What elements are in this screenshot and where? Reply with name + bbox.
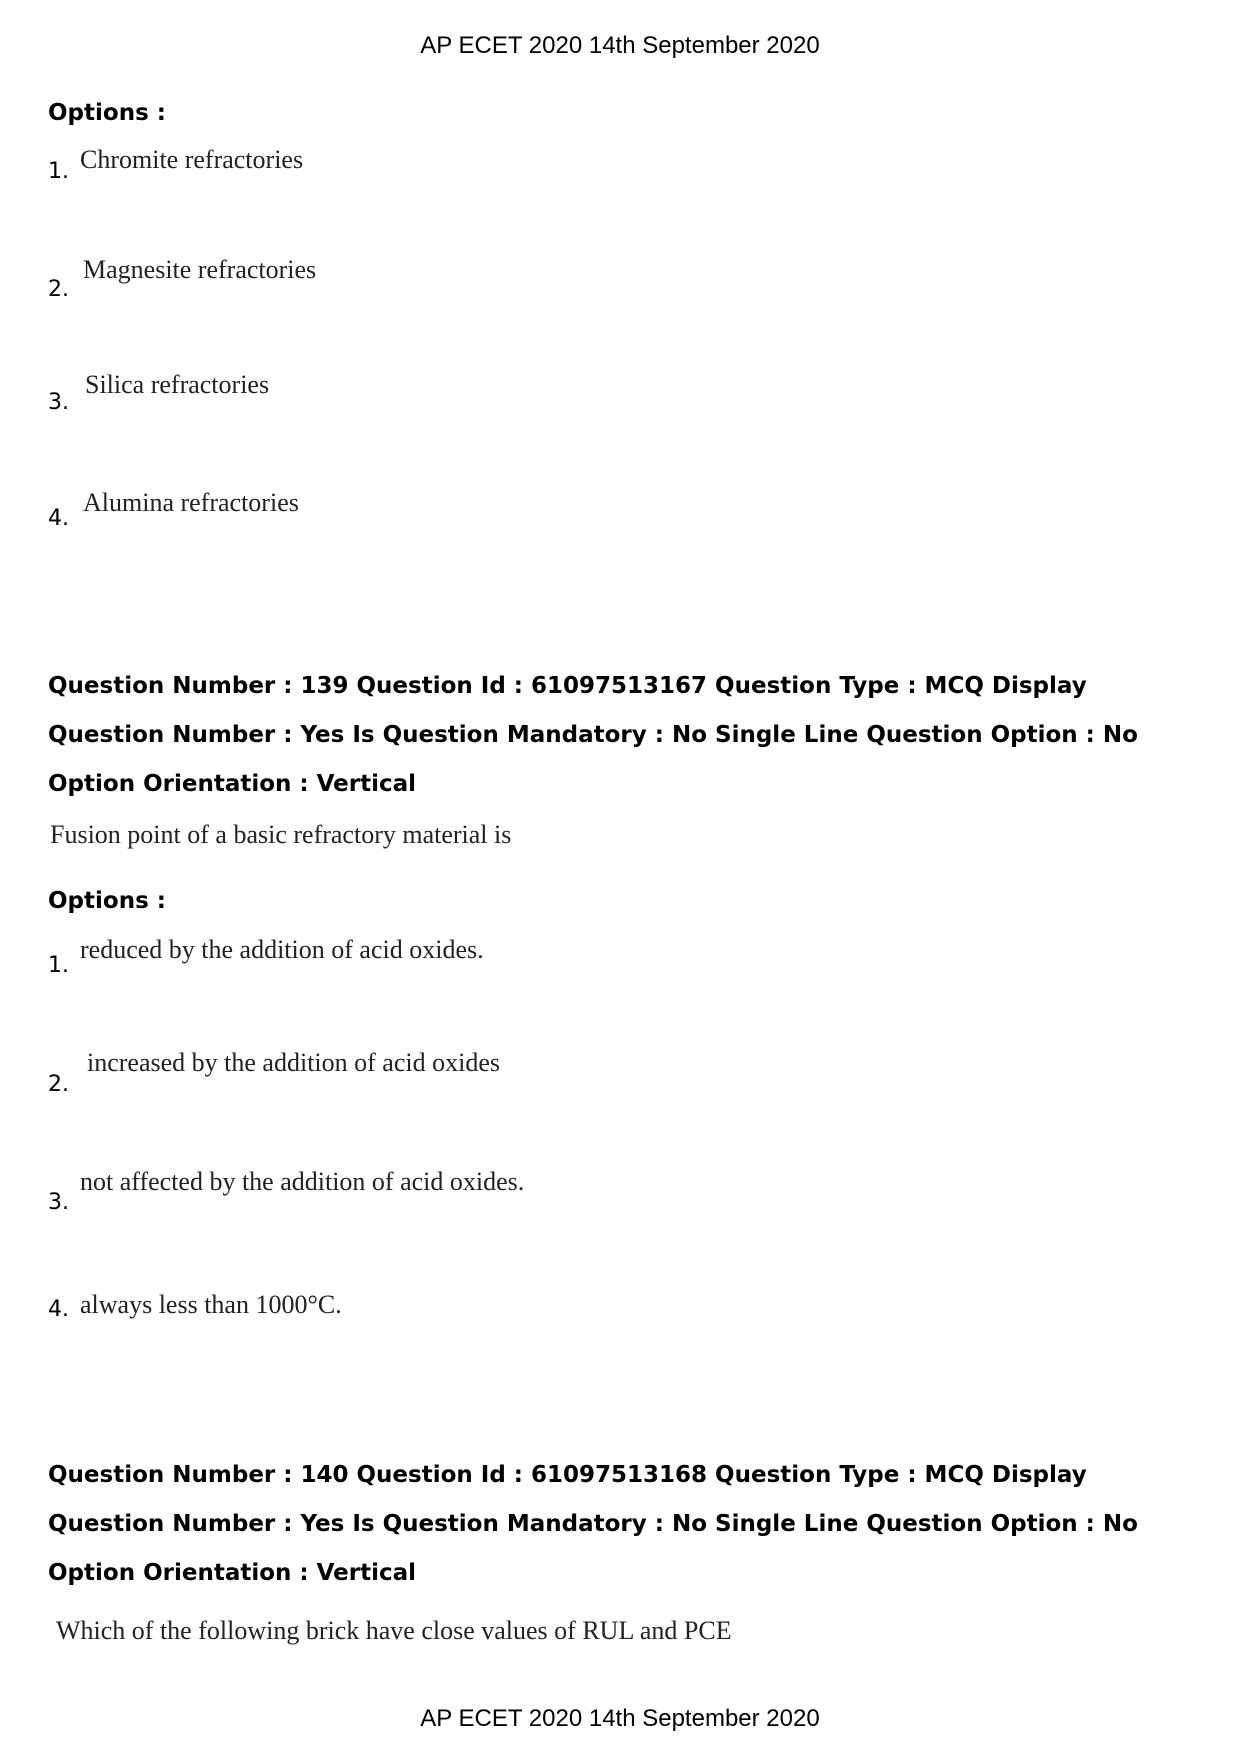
option-text: increased by the addition of acid oxides	[87, 1048, 500, 1077]
option-number: 4.	[48, 1297, 69, 1322]
question-text: Which of the following brick have close values of RUL and PCE	[56, 1616, 732, 1645]
option-number: 3.	[48, 390, 69, 415]
option-text: reduced by the addition of acid oxides.	[80, 935, 484, 964]
page-header: AP ECET 2020 14th September 2020	[420, 32, 820, 59]
option-text: Alumina refractories	[83, 488, 299, 517]
question-meta: Question Number : 139 Question Id : 61097513167 Question Type : MCQ Display Question Number : Yes Is Question Mandatory : No Single Line Question Option : No Option Orientation : Vertical	[48, 673, 1138, 797]
option-number: 1.	[48, 159, 69, 184]
option-text: not affected by the addition of acid oxides.	[80, 1167, 525, 1196]
option-text: Magnesite refractories	[83, 255, 317, 284]
options-label: Options :	[48, 100, 166, 126]
question-text: Fusion point of a basic refractory material is	[50, 820, 512, 849]
option-number: 4.	[48, 506, 69, 531]
page-footer: AP ECET 2020 14th September 2020	[420, 1705, 820, 1732]
option-text: Silica refractories	[85, 370, 270, 399]
option-number: 3.	[48, 1190, 69, 1215]
option-text: Chromite refractories	[80, 145, 304, 174]
option-text: always less than 1000°C.	[80, 1290, 342, 1319]
option-number: 1.	[48, 953, 69, 978]
question-meta: Question Number : 140 Question Id : 61097513168 Question Type : MCQ Display Question Number : Yes Is Question Mandatory : No Single Line Question Option : No Option Orientation : Vertical	[48, 1462, 1138, 1586]
options-label: Options :	[48, 888, 166, 914]
option-number: 2.	[48, 277, 69, 302]
option-number: 2.	[48, 1072, 69, 1097]
